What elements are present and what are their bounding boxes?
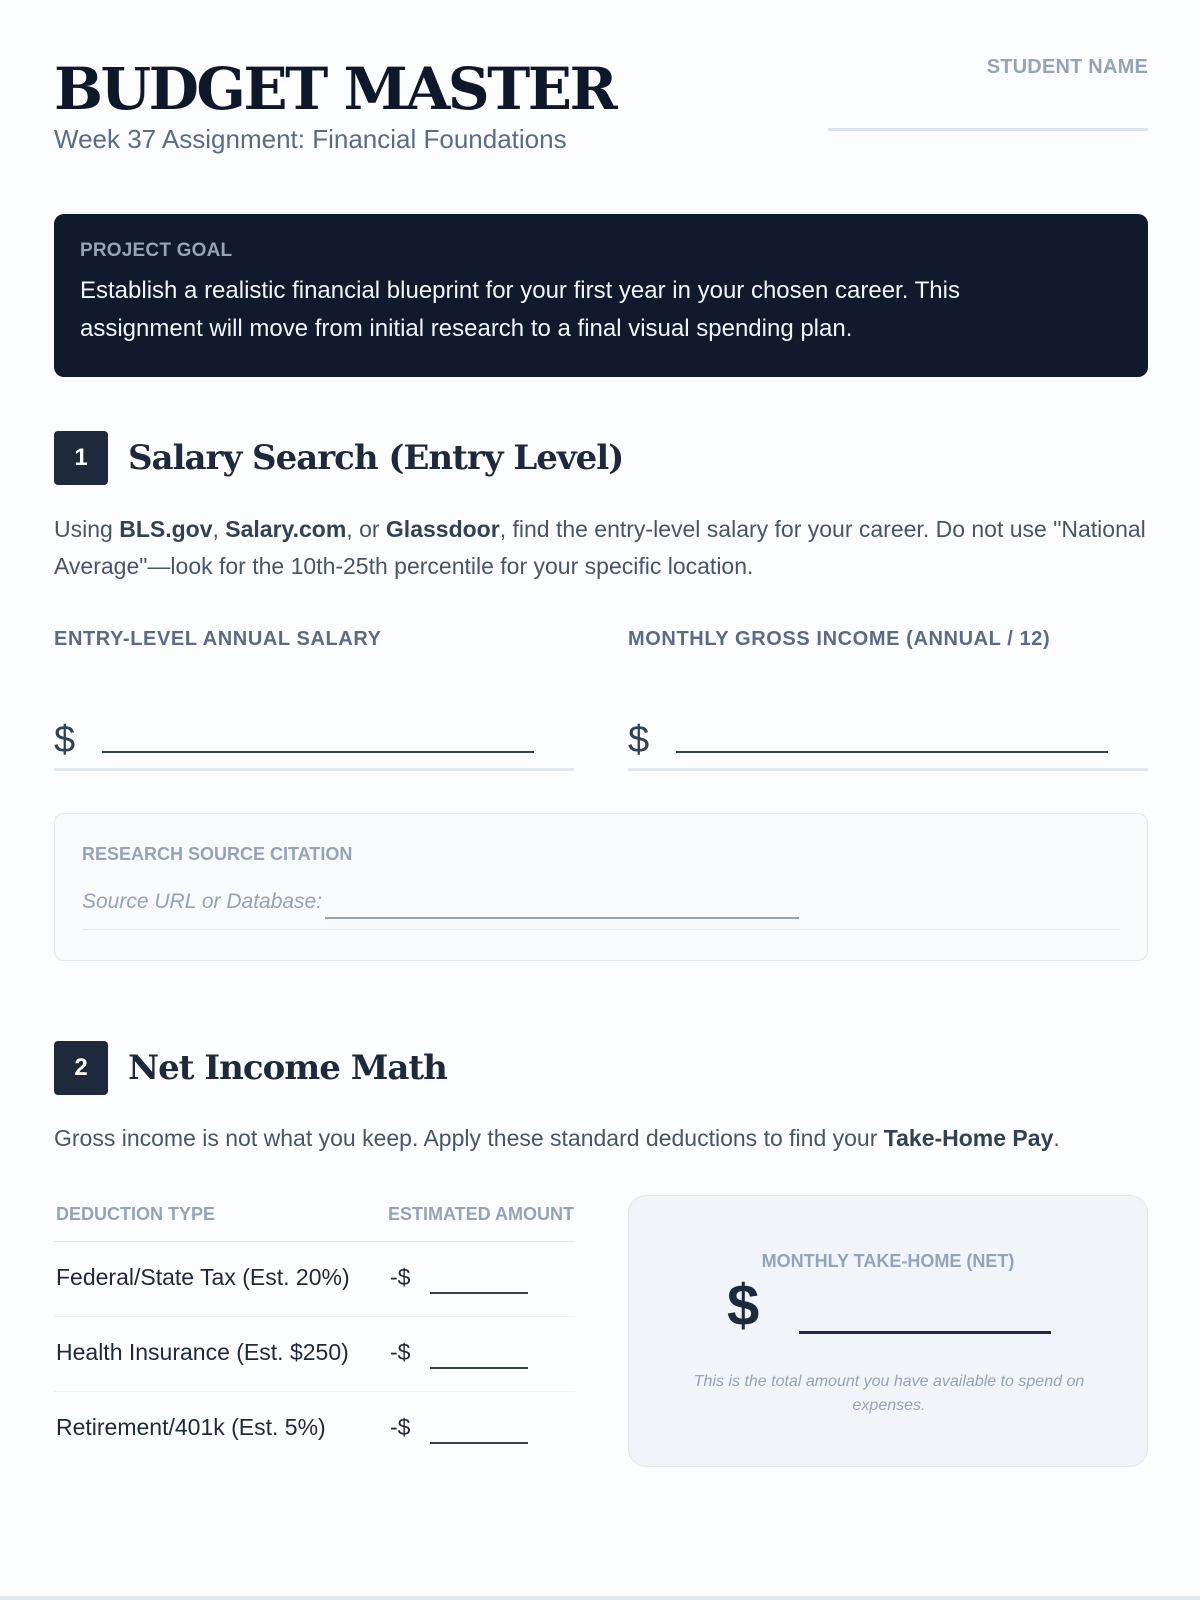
worksheet-page (54, 0, 1148, 1600)
column-deduction-type: DEDUCTION TYPE (56, 1204, 216, 1224)
section-1-number: 1 (54, 431, 108, 485)
source-glassdoor: Glassdoor (385, 516, 500, 542)
page-bottom-rule (0, 1596, 1200, 1600)
section-1-instructions (54, 511, 1148, 585)
deduction-table-header (54, 1200, 575, 1242)
take-home-pay-term: Take-Home Pay (883, 1125, 1054, 1151)
deduction-name: Retirement/401k (Est. 5%) (56, 1414, 326, 1440)
section-1-title: Salary Search (Entry Level) (128, 438, 624, 478)
monthly-gross-field[interactable] (628, 711, 1148, 771)
intro-text: Gross income is not what you keep. Apply these standard deductions to find your (54, 1125, 884, 1151)
section-2-heading (54, 1041, 447, 1095)
table-row (54, 1392, 575, 1467)
intro-text: , or (346, 516, 386, 542)
page-title: BUDGET MASTER (54, 55, 616, 123)
annual-salary-label: ENTRY-LEVEL ANNUAL SALARY (54, 628, 382, 650)
source-salary-com: Salary.com (225, 516, 347, 542)
citation-label: RESEARCH SOURCE CITATION (82, 844, 353, 864)
intro-text: , (212, 516, 226, 542)
table-row (54, 1242, 575, 1317)
intro-text: Using (54, 516, 120, 542)
monthly-take-home-box (628, 1195, 1148, 1467)
citation-field[interactable] (82, 890, 1120, 930)
table-row (54, 1317, 575, 1392)
project-goal-text: Establish a realistic financial blueprint for your first year in your chosen career. This assignment will move from initial research to a final visual spending plan. (80, 277, 960, 342)
annual-salary-field[interactable] (54, 711, 574, 771)
deduction-prefix: -$ (390, 1339, 411, 1365)
citation-placeholder: Source URL or Database: (82, 890, 323, 913)
page-subtitle: Week 37 Assignment: Financial Foundations (54, 124, 567, 154)
intro-text: . (1053, 1125, 1060, 1151)
intro-text: , find the entry-level salary for your career. Do not use "National Average"—look for the 10th-25th percentile for your specific location. (54, 516, 1146, 579)
deduction-name: Health Insurance (Est. $250) (56, 1339, 349, 1365)
project-goal-box (54, 214, 1148, 377)
research-citation-box (54, 813, 1148, 961)
student-name-label: STUDENT NAME (986, 56, 1148, 78)
worksheet-header (54, 56, 1148, 166)
section-2-instructions (54, 1120, 1148, 1157)
deduction-prefix: -$ (390, 1414, 411, 1440)
section-1-heading (54, 431, 623, 485)
monthly-gross-label: MONTHLY GROSS INCOME (ANNUAL / 12) (628, 628, 1051, 650)
deduction-name: Federal/State Tax (Est. 20%) (56, 1264, 350, 1290)
project-goal-label: PROJECT GOAL (80, 240, 233, 261)
currency-symbol: $ (54, 719, 76, 761)
section-2-number: 2 (54, 1041, 108, 1095)
student-name-field[interactable] (828, 128, 1148, 131)
annual-salary-blank[interactable] (102, 751, 534, 753)
take-home-currency: $ (727, 1273, 760, 1338)
deduction-amount-blank[interactable] (430, 1367, 528, 1369)
take-home-label: MONTHLY TAKE-HOME (NET) (761, 1251, 1015, 1271)
take-home-blank[interactable] (799, 1331, 1051, 1334)
deduction-amount-blank[interactable] (430, 1442, 528, 1444)
currency-symbol: $ (628, 719, 650, 761)
deduction-table (54, 1200, 575, 1467)
source-bls: BLS.gov (119, 516, 213, 542)
take-home-note: This is the total amount you have available to spend on expenses. (693, 1373, 1085, 1414)
monthly-gross-blank[interactable] (676, 751, 1108, 753)
citation-blank[interactable] (325, 917, 799, 919)
deduction-prefix: -$ (390, 1264, 411, 1290)
deduction-amount-blank[interactable] (430, 1292, 528, 1294)
column-estimated-amount: ESTIMATED AMOUNT (388, 1204, 574, 1224)
section-2-title: Net Income Math (128, 1048, 447, 1088)
